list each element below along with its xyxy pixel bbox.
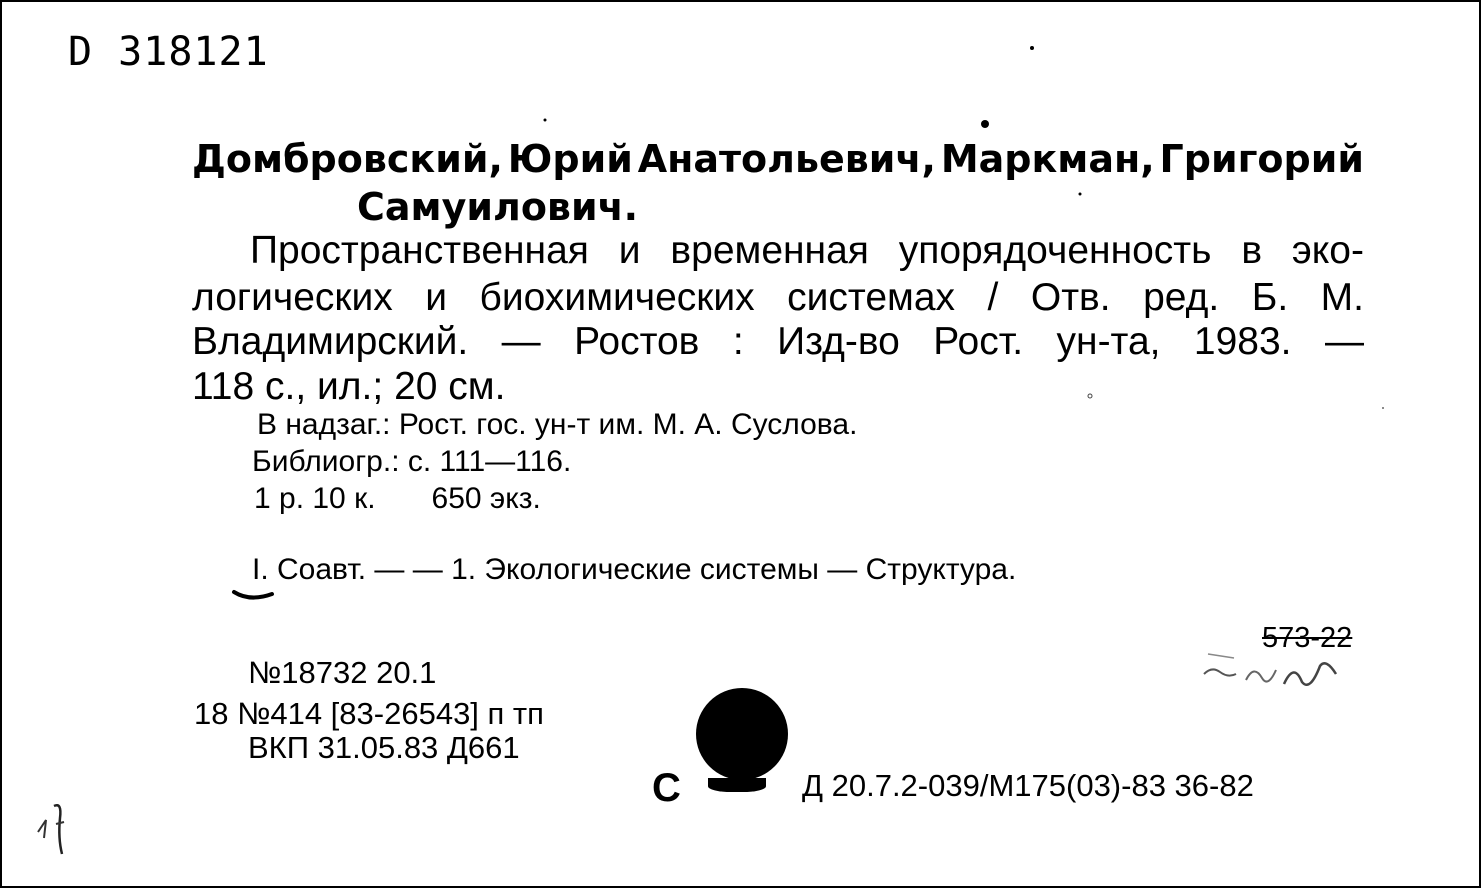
author-word: Домбровский, bbox=[192, 137, 503, 181]
title-word: / bbox=[987, 276, 999, 319]
title-word: ун-та, bbox=[1056, 320, 1161, 363]
tracings: I. Соавт. — — 1. Экологические системы — Структура. bbox=[252, 553, 1017, 586]
author-word: Маркман, bbox=[940, 137, 1155, 181]
classification-code: 573-22 bbox=[1262, 622, 1353, 654]
title-word: Изд-во bbox=[777, 320, 900, 363]
title-word: в bbox=[1241, 229, 1263, 272]
title-word: Отв. bbox=[1030, 276, 1111, 319]
note-header-statement: В надзаг.: Рост. гос. ун-т им. М. А. Суслова. bbox=[257, 408, 858, 441]
imprint-line-3: ВКП 31.05.83 Д661 bbox=[248, 730, 520, 765]
card-id-number: D 318121 bbox=[68, 29, 269, 75]
author-word: Юрий bbox=[507, 137, 633, 181]
imprint-line-2: 18 №414 [83-26543] п тп bbox=[194, 696, 544, 731]
title-word: — bbox=[501, 320, 541, 363]
author-word: Григорий bbox=[1159, 137, 1364, 181]
title-word: : bbox=[732, 320, 744, 363]
title-word: Владимирский. bbox=[192, 320, 469, 363]
scan-speck-dots bbox=[2, 2, 1481, 890]
title-word: упорядоченность bbox=[898, 229, 1212, 272]
title-word: Рост. bbox=[933, 320, 1024, 363]
copies-count: 650 экз. bbox=[431, 482, 541, 515]
imprint-line-1: №18732 20.1 bbox=[248, 655, 437, 690]
author-word: Анатольевич, bbox=[637, 137, 936, 181]
title-word: и bbox=[618, 229, 641, 272]
authors-line-2: Самуилович. bbox=[357, 185, 639, 229]
title-word: системах bbox=[787, 276, 956, 319]
title-word: Пространственная bbox=[250, 229, 589, 272]
publisher-index-code: Д 20.7.2-039/М175(03)-83 36-82 bbox=[802, 768, 1254, 803]
price: 1 р. 10 к. bbox=[254, 482, 376, 515]
note-bibliography: Библиогр.: с. 111—116. bbox=[252, 445, 572, 478]
title-word: Б. bbox=[1251, 276, 1289, 319]
title-word: 1983. bbox=[1193, 320, 1292, 363]
title-word: ред. bbox=[1143, 276, 1220, 319]
title-word: временная bbox=[670, 229, 869, 272]
title-line-4: 118 с., ил.; 20 см. bbox=[192, 365, 506, 408]
title-word: М. bbox=[1320, 276, 1364, 319]
title-word: — bbox=[1324, 320, 1364, 363]
title-word: Ростов bbox=[574, 320, 700, 363]
title-word: эко- bbox=[1291, 229, 1364, 272]
copyright-symbol: С bbox=[652, 766, 681, 810]
title-word: и bbox=[425, 276, 448, 319]
title-word: логических bbox=[192, 276, 393, 319]
title-word: биохимических bbox=[479, 276, 755, 319]
